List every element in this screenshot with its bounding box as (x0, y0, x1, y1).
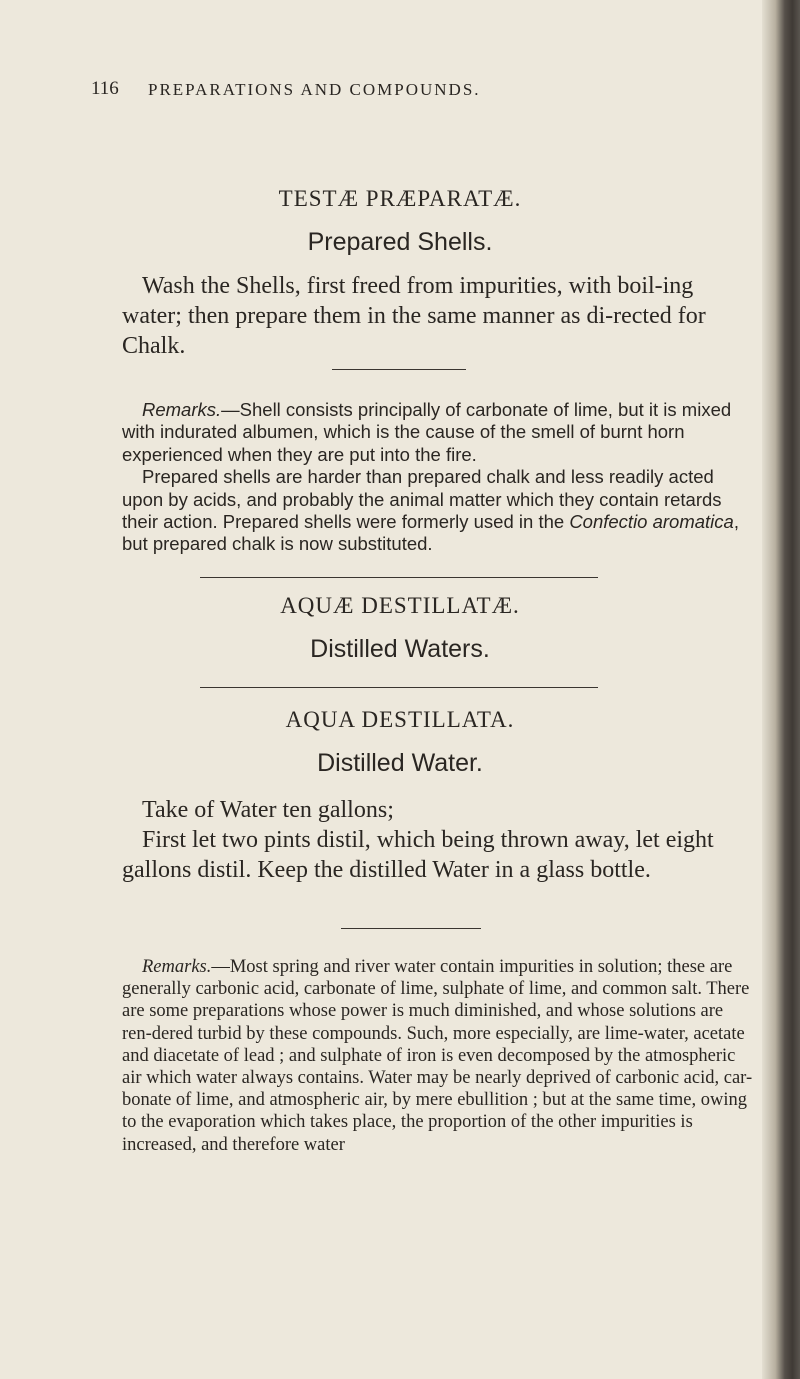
section-body-shells (122, 271, 752, 361)
body-paragraph: Wash the Shells, first freed from impurities, with boil-ing water; then prepare them in the same manner as di-rected for Chalk. (122, 273, 706, 359)
remarks-text: —Shell consists principally of carbonate of lime, but it is mixed with indurated albumen, which is the cause of the smell of burnt horn experienced when they are put into the fire. (122, 399, 732, 465)
divider (332, 369, 466, 370)
section-title-testae: TESTÆ PRÆPARATÆ. (278, 186, 522, 211)
section-subtitle-waters: Distilled Waters. (310, 635, 490, 663)
remarks-paragraph-2 (122, 466, 756, 556)
body-line-2: First let two pints distil, which being thrown away, let eight gallons distil. Keep the distilled Water in a glass bottle. (122, 827, 714, 883)
remarks-text: —Most spring and river water contain impurities in solution; these are generally carbonic acid, carbonate of lime, sulphate of lime, and common salt. There are some preparations whose power is much diminished, and whose solutions are ren-dered turbid by these compounds. Such, more especially, are lime-water, acetate and diacetate of lead ; and sulphate of iron is even decomposed by the atmospheric air which water always contains. Water may be nearly deprived of carbonic acid, car-bonate of lime, and atmospheric air, by mere ebullition ; but at the same time, owing to the evaporation which takes place, the proportion of the other impurities is increased, and therefore water (122, 957, 753, 1155)
page-header (91, 78, 481, 100)
running-head: PREPARATIONS AND COMPOUNDS. (148, 80, 481, 99)
section-title-aqua: AQUA DESTILLATA. (285, 707, 515, 732)
remarks-shells (122, 399, 756, 556)
remarks-paragraph (122, 956, 756, 1156)
body-line-1: Take of Water ten gallons; (142, 797, 394, 823)
remarks-text: Prepared shells are harder than prepared chalk and less readily acted upon by acids, and probably the animal matter which they contain retards their action. Prepared shells were formerly used in the (122, 466, 722, 533)
remarks-italic: Confectio aromatica (569, 511, 734, 533)
remarks-label: Remarks. (142, 957, 212, 977)
section-title-aquae: AQUÆ DESTILLATÆ. (280, 593, 520, 618)
divider (200, 687, 598, 688)
section-subtitle-shells: Prepared Shells. (307, 228, 493, 256)
remarks-paragraph-1 (122, 399, 756, 466)
remarks-text: , but prepared chalk is now substituted. (122, 511, 739, 555)
remarks-label: Remarks. (142, 399, 222, 420)
divider (341, 928, 481, 929)
section-subtitle-water: Distilled Water. (317, 749, 483, 777)
page-number: 116 (91, 78, 119, 99)
divider (200, 577, 598, 578)
remarks-water (122, 956, 756, 1156)
section-body-water (122, 795, 752, 885)
